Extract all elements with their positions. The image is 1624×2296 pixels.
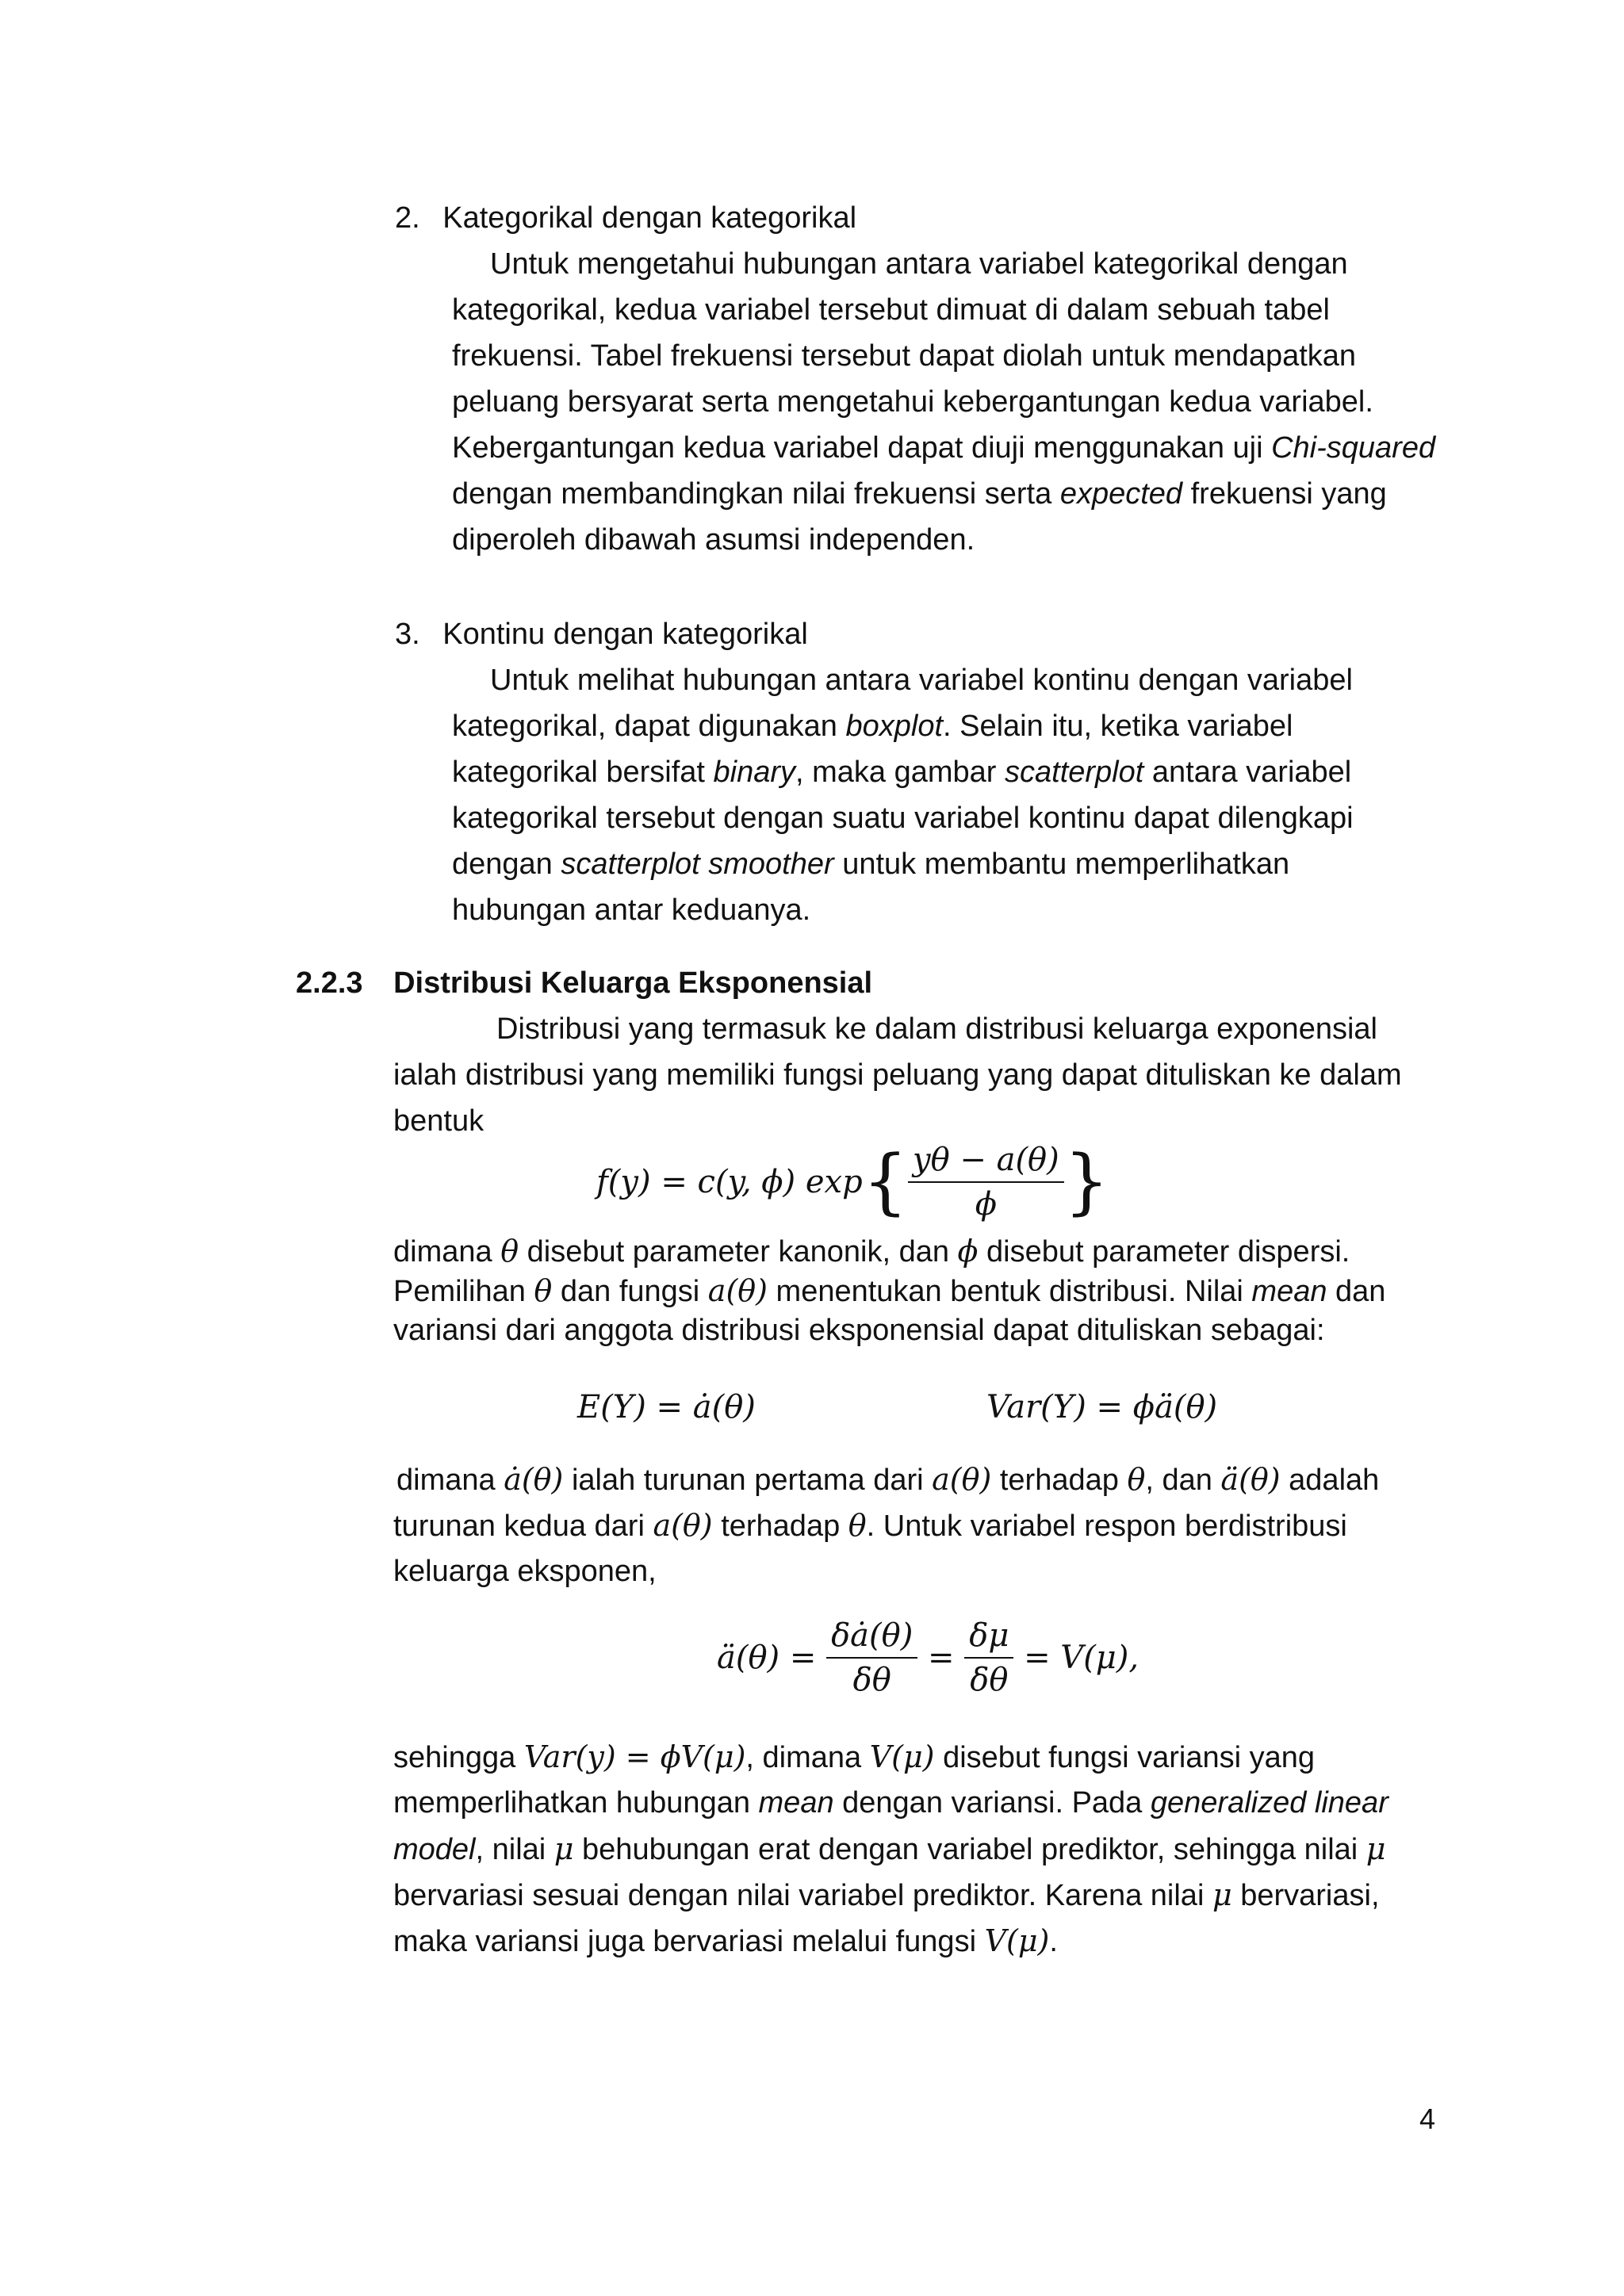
italic-term: scatterplot smoother (561, 848, 834, 881)
italic-term: mean (758, 1786, 834, 1820)
fraction (908, 1142, 1064, 1223)
text-run: Pemilihan (393, 1275, 534, 1308)
math-expression: V(μ) (869, 1739, 935, 1774)
equation-variance: Var(Y) = ϕä(θ) (986, 1389, 1218, 1425)
paragraph-line: Distribusi yang termasuk ke dalam distribusi keluarga exponensial (496, 1012, 1377, 1046)
math-symbol: θ (1127, 1462, 1146, 1497)
paragraph-line: keluarga eksponen, (393, 1555, 657, 1588)
text-run: disebut parameter kanonik, dan (519, 1235, 958, 1269)
italic-term: mean (1251, 1275, 1327, 1308)
list-number: 2. (395, 201, 420, 235)
text-run: , dimana (745, 1741, 870, 1774)
equation-expectation: E(Y) = ȧ(θ) (577, 1389, 756, 1425)
text-run: disebut parameter dispersi. (978, 1235, 1350, 1269)
paragraph-line: kategorikal, kedua variabel tersebut dimuat di dalam sebuah tabel (452, 293, 1330, 327)
paragraph-line: variansi dari anggota distribusi eksponensial dapat dituliskan sebagai: (393, 1314, 1325, 1347)
italic-term: model (393, 1833, 476, 1866)
list-heading: Kategorikal dengan kategorikal (442, 201, 857, 235)
fraction (826, 1617, 917, 1698)
text-run: dengan variansi. Pada (833, 1786, 1151, 1820)
text-run: Kebergantungan kedua variabel dapat diuji menggunakan uji (452, 431, 1272, 465)
paragraph-line (393, 1830, 1386, 1869)
equation-lhs: f(y) = c(y, ϕ) exp (596, 1164, 863, 1200)
text-run: adalah (1280, 1464, 1380, 1497)
text-run: , maka gambar (795, 756, 1005, 789)
text-run: . Untuk variabel respon berdistribusi (866, 1510, 1347, 1543)
paragraph-line: Untuk melihat hubungan antara variabel kontinu dengan variabel (490, 664, 1353, 697)
math-expression: Var(y) = ϕV(μ) (523, 1739, 746, 1774)
text-run: sehingga (393, 1741, 524, 1774)
italic-term: scatterplot (1005, 756, 1144, 789)
text-run: , nilai (475, 1833, 554, 1866)
paragraph-line (393, 1876, 1380, 1915)
math-symbol: μ (1365, 1831, 1386, 1866)
math-symbol: θ (500, 1234, 519, 1269)
paragraph-line (393, 1506, 1347, 1545)
paragraph-line: diperoleh dibawah asumsi independen. (452, 523, 975, 557)
text-run: dimana (393, 1235, 501, 1269)
math-symbol: ȧ(θ) (504, 1462, 564, 1497)
brace-right: } (1063, 1140, 1109, 1223)
math-symbol: a(θ) (707, 1273, 768, 1308)
equation-rhs: = V(μ), (1024, 1640, 1139, 1676)
text-run: dengan (452, 848, 561, 881)
text-run: dengan membandingkan nilai frekuensi serta (452, 477, 1060, 511)
text-run: bervariasi sesuai dengan nilai variabel prediktor. Karena nilai (393, 1879, 1212, 1912)
math-symbol: θ (848, 1508, 867, 1543)
text-run: kategorikal bersifat (452, 756, 714, 789)
paragraph-line (452, 753, 1351, 791)
text-run: . Selain itu, ketika variabel (943, 710, 1293, 743)
text-run: , dan (1145, 1464, 1221, 1497)
paragraph-line: bentuk (393, 1104, 485, 1138)
fraction-denominator: δθ (970, 1662, 1009, 1698)
text-run: dimana (396, 1464, 504, 1497)
list-heading: Kontinu dengan kategorikal (442, 618, 808, 651)
text-run: terhadap (712, 1510, 848, 1543)
text-run: untuk membantu memperlihatkan (833, 848, 1290, 881)
list-item-2-heading (395, 199, 856, 237)
text-run: memperlihatkan hubungan (393, 1786, 759, 1820)
fraction-numerator: yθ − a(θ) (908, 1142, 1064, 1183)
fraction-denominator: δθ (852, 1662, 891, 1698)
subsection-number: 2.2.3 (296, 966, 363, 1000)
text-run: . (1049, 1925, 1058, 1958)
paragraph-line (393, 1232, 1350, 1271)
math-symbol: a(θ) (932, 1462, 992, 1497)
paragraph-line (396, 1460, 1379, 1499)
paragraph-line (393, 1922, 1058, 1961)
paragraph-line (452, 845, 1289, 883)
fraction-numerator: δμ (964, 1617, 1013, 1659)
text-run: ialah turunan pertama dari (563, 1464, 933, 1497)
paragraph-line: ialah distribusi yang memiliki fungsi peluang yang dapat dituliskan ke dalam (393, 1058, 1402, 1092)
math-expression: V(μ) (984, 1923, 1050, 1958)
paragraph-line: hubungan antar keduanya. (452, 894, 811, 927)
italic-term: binary (713, 756, 795, 789)
text-run: menentukan bentuk distribusi. Nilai (767, 1275, 1252, 1308)
page-number: 4 (1419, 2103, 1435, 2135)
text-run: frekuensi yang (1182, 477, 1387, 511)
text-run: behubungan erat dengan variabel prediktor, sehingga nilai (573, 1833, 1366, 1866)
text-run: antara variabel (1143, 756, 1352, 789)
paragraph-line (393, 1784, 1388, 1822)
list-item-3-heading (395, 615, 808, 653)
text-run: kategorikal, dapat digunakan (452, 710, 846, 743)
italic-term: expected (1059, 477, 1183, 511)
subsection-heading (296, 964, 872, 1002)
subsection-title: Distribusi Keluarga Eksponensial (393, 966, 873, 1000)
text-run: turunan kedua dari (393, 1510, 653, 1543)
equation-exponential-family (596, 1142, 1109, 1223)
text-run: maka variansi juga bervariasi melalui fungsi (393, 1925, 985, 1958)
text-run: terhadap (991, 1464, 1128, 1497)
text-run: disebut fungsi variansi yang (934, 1741, 1316, 1774)
math-symbol: ä(θ) (1220, 1462, 1281, 1497)
paragraph-line: peluang bersyarat serta mengetahui kebergantungan kedua variabel. (452, 385, 1373, 419)
italic-term: Chi-squared (1271, 431, 1436, 465)
italic-term: generalized linear (1150, 1786, 1388, 1820)
italic-term: boxplot (845, 710, 944, 743)
text-run: dan fungsi (552, 1275, 708, 1308)
text-run: dan (1327, 1275, 1386, 1308)
paragraph-line (452, 707, 1293, 745)
paragraph-line (393, 1272, 1385, 1311)
math-symbol: θ (534, 1273, 553, 1308)
paragraph-line: Untuk mengetahui hubungan antara variabel kategorikal dengan (490, 247, 1348, 281)
math-symbol: ϕ (957, 1234, 979, 1269)
math-symbol: a(θ) (653, 1508, 713, 1543)
paragraph-line: kategorikal tersebut dengan suatu variabel kontinu dapat dilengkapi (452, 802, 1354, 835)
fraction-numerator: δȧ(θ) (826, 1617, 917, 1659)
fraction (964, 1617, 1013, 1698)
paragraph-line: frekuensi. Tabel frekuensi tersebut dapat diolah untuk mendapatkan (452, 339, 1357, 373)
equation-variance-function (717, 1617, 1139, 1698)
brace-left: { (862, 1140, 908, 1223)
paragraph-line (452, 475, 1387, 513)
paragraph-line (393, 1738, 1315, 1777)
list-number: 3. (395, 618, 420, 651)
text-run: bervariasi, (1231, 1879, 1380, 1912)
fraction-denominator: ϕ (975, 1186, 997, 1223)
math-symbol: μ (553, 1831, 574, 1866)
paragraph-line (452, 429, 1435, 467)
equals-sign: = (928, 1640, 955, 1676)
math-symbol: μ (1212, 1877, 1232, 1912)
equation-lhs: ä(θ) = (717, 1640, 817, 1676)
